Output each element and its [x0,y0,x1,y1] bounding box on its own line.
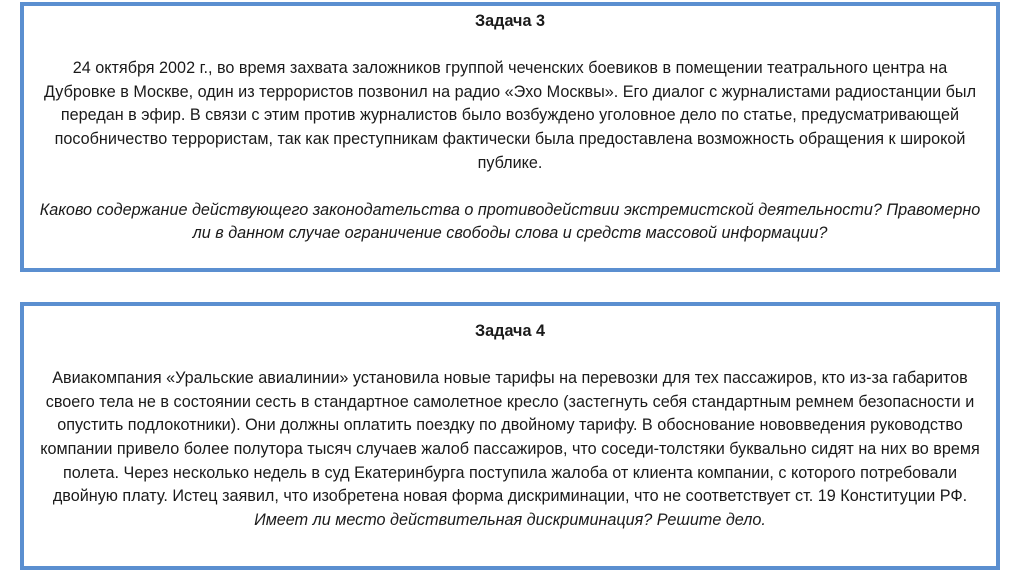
task-4-text: Авиакомпания «Уральские авиалинии» установила новые тарифы на перевозки для тех пассажиров, кто из-за габаритов своего тела не в состоянии сесть в стандартное самолетное кресло (застегнуть себя стандартным ремнем безопасности и опустить подлокотники). Они должны оплатить поездку по двойному тарифу. В обоснование нововведения руководство компании привело более полутора тысяч случаев жалоб пассажиров, что соседи-толстяки буквально сидят на них во время полета. Через несколько недель в суд Екатеринбурга поступила жалоба от клиента компании, с которого потребовали двойную плату. Истец заявил, что изобретена новая форма дискриминации, что не соответствует ст. 19 Конституции РФ. [40,369,980,506]
task-4-box [20,302,1000,570]
task-3-text: 24 октября 2002 г., во время захвата заложников группой чеченских боевиков в помещении театрального центра на Дубровке в Москве, один из террористов позвонил на радио «Эхо Москвы». Его диалог с журналистами радиостанции был передан в эфир. В связи с этим против журналистов было возбуждено уголовное дело по статье, предусматривающей пособничество террористам, так как преступникам фактически была предоставлена возможность обращения к широкой публике. [43,59,977,172]
spacer [36,34,984,58]
task-3-question: Каково содержание действующего законодательства о противодействии экстремистской деятельности? Правомерно ли в данном случае ограничение свободы слова и средств массовой информации? [39,200,981,243]
task-4-question: Имеет ли место действительная дискриминация? Решите дело. [254,510,766,529]
task-3-box [20,2,1000,272]
task-3-title: Задача 3 [475,12,545,30]
spacer [36,344,984,368]
spacer [36,175,984,199]
task-4-title: Задача 4 [475,322,545,340]
